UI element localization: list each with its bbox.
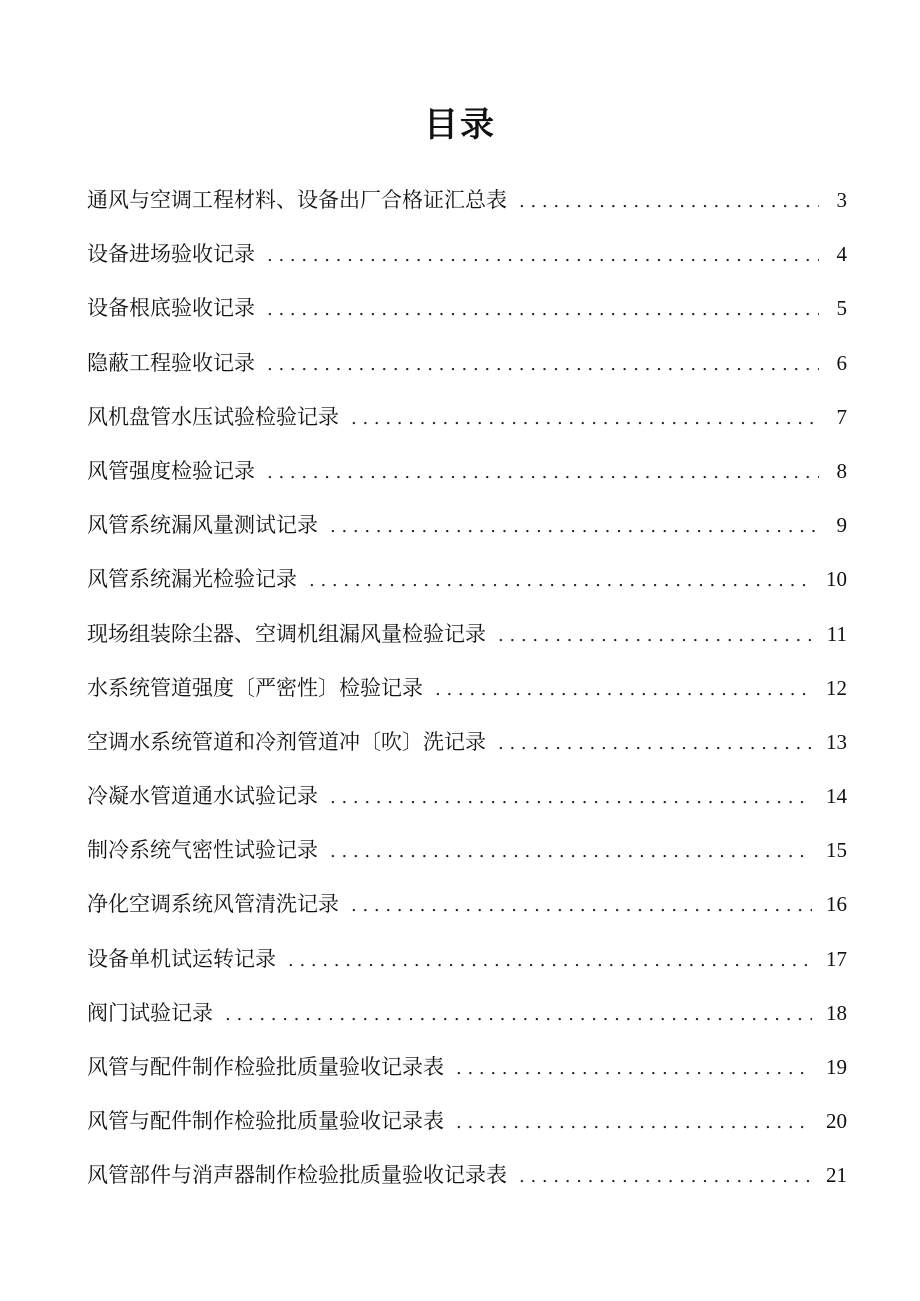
toc-entry[interactable]	[87, 884, 847, 938]
toc-entry[interactable]	[87, 397, 847, 451]
dot-leader	[435, 670, 812, 710]
toc-entry[interactable]	[87, 451, 847, 505]
toc-entry-title: 风管与配件制作检验批质量验收记录表	[87, 1109, 444, 1134]
toc-entry-title: 风管与配件制作检验批质量验收记录表	[87, 1055, 444, 1079]
toc-entry-page: 12	[826, 675, 847, 700]
toc-entry-title: 设备进场验收记录	[87, 242, 255, 267]
toc-entry[interactable]	[87, 1047, 847, 1101]
toc-entry-page: 6	[836, 350, 847, 375]
toc-entry-title: 净化空调系统风管清洗记录	[87, 892, 339, 917]
dot-leader	[351, 399, 819, 439]
toc-entry-page: 18	[826, 1000, 847, 1025]
toc-entry[interactable]	[87, 234, 847, 288]
toc-entry-page: 7	[836, 404, 847, 429]
toc-entry[interactable]	[87, 939, 847, 993]
toc-entry-title: 制冷系统气密性试验记录	[87, 838, 318, 863]
toc-entry-title: 设备单机试运转记录	[87, 946, 276, 971]
dot-leader	[519, 1157, 812, 1197]
toc-entry[interactable]	[87, 993, 847, 1047]
toc-entry[interactable]	[87, 722, 847, 776]
toc-entry[interactable]	[87, 505, 847, 559]
page-title: 目录	[424, 104, 496, 145]
dot-leader	[288, 941, 812, 981]
dot-leader	[498, 616, 813, 656]
toc-entry-page: 9	[836, 513, 847, 538]
dot-leader	[267, 290, 819, 330]
toc-entry-page: 16	[826, 892, 847, 917]
toc-entry[interactable]	[87, 776, 847, 830]
toc-entry-page: 13	[826, 729, 847, 754]
toc-entry-title: 设备根底验收记录	[87, 296, 255, 321]
toc-entry-title: 风管强度检验记录	[87, 458, 255, 483]
toc-entry-title: 风机盘管水压试验检验记录	[87, 404, 339, 429]
dot-leader	[498, 724, 812, 764]
dot-leader	[309, 561, 812, 601]
toc-entry[interactable]	[87, 668, 847, 722]
toc-entry[interactable]	[87, 614, 847, 668]
toc-entry-page: 20	[826, 1109, 847, 1134]
toc-entry-page: 14	[826, 784, 847, 809]
dot-leader	[267, 236, 819, 276]
toc-entry[interactable]	[87, 288, 847, 342]
toc-entry[interactable]	[87, 1101, 847, 1155]
toc-entry-title: 水系统管道强度〔严密性〕检验记录	[87, 675, 423, 700]
toc-entry-page: 10	[826, 567, 847, 592]
toc-entry-page: 17	[826, 946, 847, 971]
toc-entry-page: 4	[836, 242, 847, 267]
dot-leader	[330, 507, 819, 547]
toc-entry-page: 19	[826, 1055, 847, 1079]
toc-entry-page: 3	[836, 188, 847, 212]
toc-entry[interactable]	[87, 559, 847, 613]
dot-leader	[456, 1103, 812, 1143]
toc-entry-title: 风管部件与消声器制作检验批质量验收记录表	[87, 1163, 507, 1188]
toc-entry-page: 5	[836, 296, 847, 321]
toc-entry-title: 阀门试验记录	[87, 1000, 213, 1025]
toc-entry-title: 通风与空调工程材料、设备出厂合格证汇总表	[87, 188, 507, 212]
toc-entry[interactable]	[87, 180, 847, 234]
toc-entry-page: 21	[826, 1163, 847, 1188]
toc-entry[interactable]	[87, 1155, 847, 1209]
toc-entry-title: 风管系统漏风量测试记录	[87, 513, 318, 538]
toc-entry-page: 8	[836, 458, 847, 483]
dot-leader	[351, 886, 812, 926]
dot-leader	[456, 1049, 812, 1089]
toc-entry-title: 风管系统漏光检验记录	[87, 567, 297, 592]
toc-entry-page: 11	[826, 621, 847, 646]
table-of-contents	[87, 180, 847, 1210]
toc-entry[interactable]	[87, 343, 847, 397]
toc-entry-title: 冷凝水管道通水试验记录	[87, 784, 318, 809]
dot-leader	[267, 453, 819, 493]
toc-entry-page: 15	[826, 838, 847, 863]
dot-leader	[519, 182, 819, 222]
dot-leader	[330, 832, 812, 872]
toc-entry[interactable]	[87, 830, 847, 884]
dot-leader	[267, 345, 819, 385]
toc-entry-title: 空调水系统管道和冷剂管道冲〔吹〕洗记录	[87, 729, 486, 754]
toc-entry-title: 现场组装除尘器、空调机组漏风量检验记录	[87, 621, 486, 646]
toc-entry-title: 隐蔽工程验收记录	[87, 350, 255, 375]
dot-leader	[225, 995, 812, 1035]
dot-leader	[330, 778, 812, 818]
